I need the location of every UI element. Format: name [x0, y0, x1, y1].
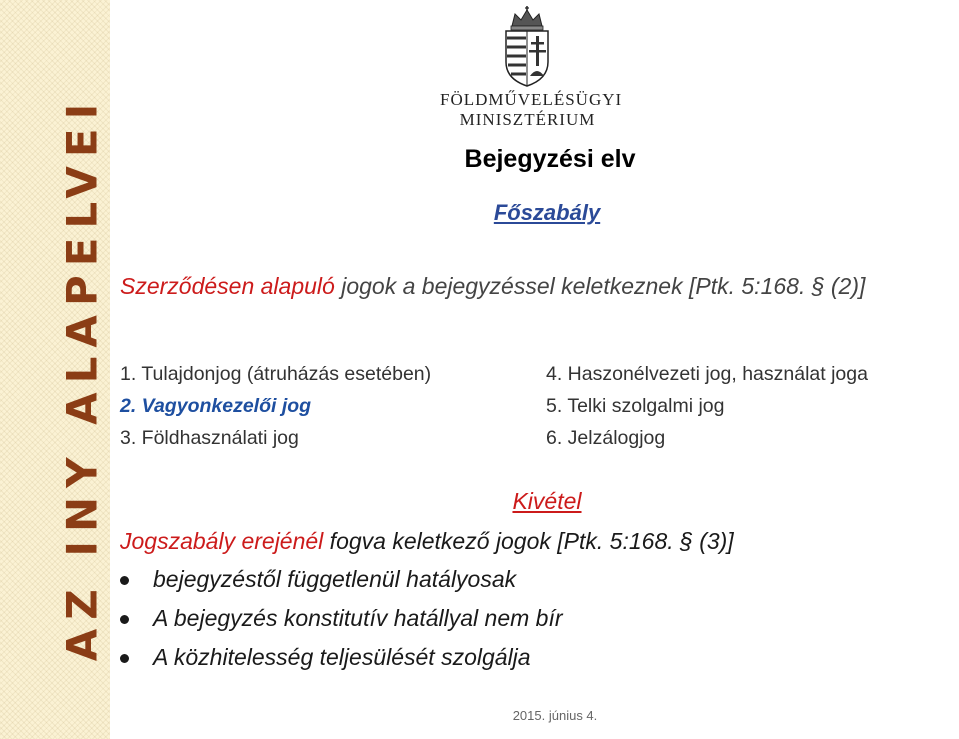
main-rule-highlight: Szerződésen alapuló [120, 273, 335, 299]
list-item: 2. Vagyonkezelői jog [120, 395, 312, 417]
list-item: 5. Telki szolgalmi jog [546, 395, 725, 417]
sidebar-band [0, 0, 110, 739]
main-rule-text [120, 268, 940, 304]
rights-list-left [120, 358, 540, 454]
list-item: 6. Jelzálogjog [546, 427, 666, 449]
footer-date: 2015. június 4. [512, 708, 598, 723]
rights-list-right [546, 358, 956, 454]
list-item: 4. Haszonélvezeti jog, használat joga [546, 363, 868, 385]
ministry-name-line1: FÖLDMŰVELÉSÜGYI [440, 90, 623, 109]
sidebar-title: AZ INY ALAPELVEI [57, 94, 107, 662]
bullet-icon [120, 654, 129, 663]
list-item: 3. Földhasználati jog [120, 427, 299, 449]
list-item: 1. Tulajdonjog (átruházás esetében) [120, 363, 432, 385]
main-rule-heading: Főszabály [493, 200, 601, 225]
slide-title: Bejegyzési elv [464, 145, 636, 173]
exception-heading: Kivétel [512, 488, 582, 514]
bullet-text: bejegyzéstől függetlenül hatályosak [153, 566, 517, 592]
exception-highlight: Jogszabály erejénél [120, 528, 324, 554]
ministry-name-line2: MINISZTÉRIUM [459, 110, 596, 129]
exception-rest: fogva keletkező jogok [Ptk. 5:168. § (3)] [323, 528, 734, 554]
bullet-item [118, 566, 938, 593]
bullet-item [118, 644, 938, 671]
exception-text [120, 528, 950, 555]
main-rule-rest: jogok a bejegyzéssel keletkeznek [Ptk. 5:168. § (2)] [334, 273, 866, 299]
bullet-icon [120, 615, 129, 624]
bullet-icon [120, 576, 129, 585]
bullet-text: A bejegyzés konstitutív hatállyal nem bír [153, 605, 563, 631]
bullet-item [118, 605, 938, 632]
coat-of-arms-icon [496, 6, 558, 88]
bullet-text: A közhitelesség teljesülését szolgálja [153, 644, 531, 670]
